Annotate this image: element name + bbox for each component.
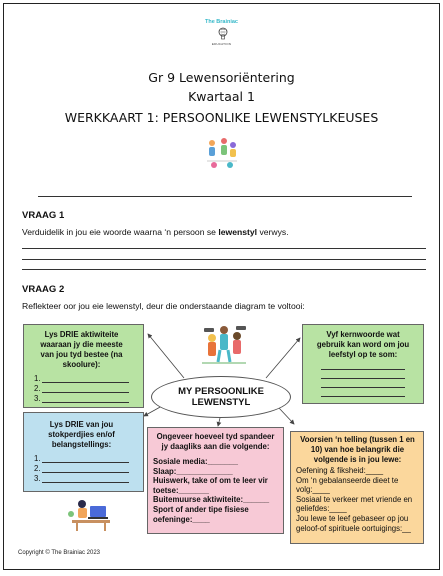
keyword-line-2[interactable] [321, 378, 405, 379]
worksheet-page [3, 3, 440, 570]
keywords-box [302, 324, 424, 404]
time-item[interactable]: Slaap:_____________ [153, 466, 233, 476]
time-item[interactable]: Sport of ander tipe fisiese oefeninge:____ [153, 504, 249, 524]
worksheet-title: WERKKAART 1: PERSOONLIKE LEWENSTYLKEUSES [64, 110, 379, 125]
time-items [153, 457, 278, 524]
activities-heading: Lys DRIE aktiwiteite waaraan jy die meeste van jou tyd bestee (na skoolure): [40, 330, 123, 369]
q1-title: VRAAG 1 [22, 210, 65, 221]
time-item[interactable]: Sosiale media:_______ [153, 457, 238, 466]
hobbies-box [23, 412, 144, 492]
brand-name: The Brainiac [204, 19, 238, 25]
family-exercise-illustration [200, 322, 248, 364]
time-item[interactable]: Buitemuurse aktiwiteite:______ [153, 495, 270, 505]
q2-title: VRAAG 2 [22, 284, 65, 295]
hobbies-heading: Lys DRIE van jou stokperdjies en/of belangstellings: [48, 420, 115, 449]
rating-heading: Voorsien ‘n telling (tussen 1 en 10) van hoe belangrik die volgende is in jou lewe: [300, 435, 415, 464]
activities-item-2[interactable]: 2. [34, 383, 129, 393]
keyword-line-3[interactable] [321, 387, 405, 388]
term-title: Kwartaal 1 [188, 89, 255, 104]
activities-item-3[interactable]: 3. [34, 393, 129, 403]
studying-illustration [68, 496, 114, 532]
hobbies-item-3[interactable]: 3. [34, 473, 129, 483]
copyright-text: Copyright © The Brainiac 2023 [18, 550, 101, 556]
rating-item[interactable]: Oefening & fiksheid:____ [296, 466, 384, 475]
center-oval [151, 376, 291, 418]
rating-item[interactable]: Sosiaal te verkeer met vriende en geliefdes:____ [296, 494, 413, 514]
activities-box [23, 324, 144, 408]
center-line-2: LEWENSTYL [191, 397, 251, 408]
time-heading: Ongeveer hoeveel tyd spandeer jy daagliks aan die volgende: [156, 432, 275, 451]
center-line-1: MY PERSOONLIKE [178, 386, 264, 397]
rating-item[interactable]: Om ‘n gebalanseerde dieet te volg:____ [296, 475, 399, 495]
brand-subtitle: EDUCATION [211, 42, 232, 46]
grade-title: Gr 9 Lewensoriëntering [148, 70, 295, 85]
hobbies-item-2[interactable]: 2. [34, 463, 129, 473]
activities-item-1[interactable]: 1. [34, 373, 129, 383]
hobbies-item-1[interactable]: 1. [34, 453, 129, 463]
q2-text: Reflekteer oor jou eie lewenstyl, deur die onderstaande diagram te voltooi: [22, 301, 305, 311]
q1-text: Verduidelik in jou eie woorde waarna ‘n persoon se lewenstyl verwys. [22, 227, 289, 237]
keyword-line-4[interactable] [321, 396, 405, 397]
time-box [147, 427, 284, 534]
rating-items [296, 466, 419, 533]
keywords-heading: Vyf kernwoorde wat gebruik kan word om jou leefstyl op te som: [316, 330, 410, 359]
keyword-line-1[interactable] [321, 369, 405, 370]
rating-item[interactable]: Jou lewe te leef gebaseer op jou geloof-of spirituele oortuigings:__ [296, 513, 411, 533]
time-item[interactable]: Huiswerk, take of om te leer vir toetse:_______ [153, 476, 268, 495]
rating-box [290, 431, 424, 544]
